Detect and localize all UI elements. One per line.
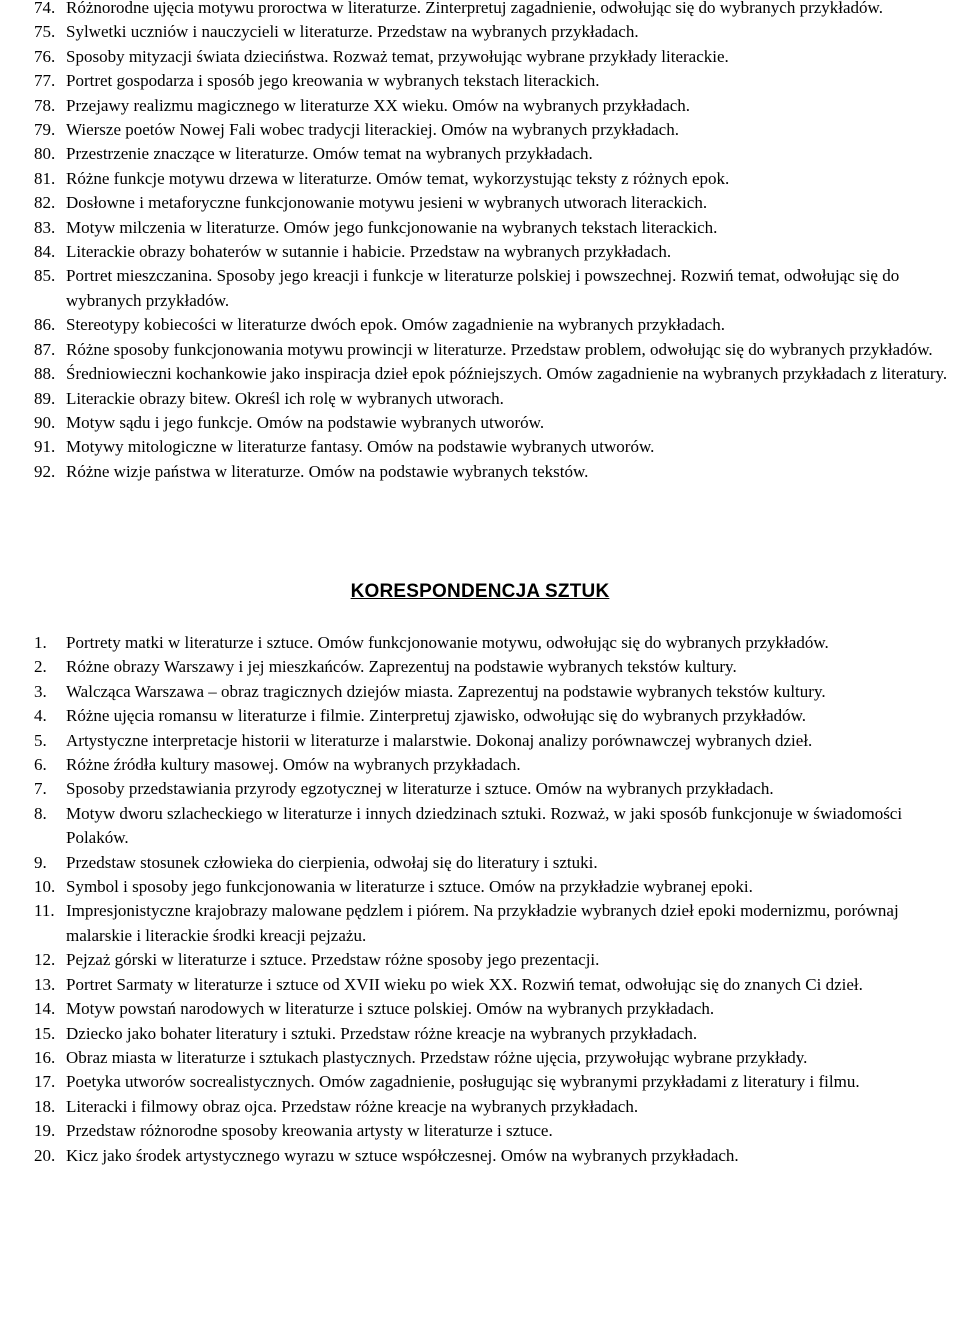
topic-number: 85. [34, 266, 56, 286]
topic-number: 84. [34, 242, 56, 262]
topic-item [34, 118, 948, 142]
topic-number: 13. [34, 974, 56, 994]
topic-text: Różne źródła kultury masowej. Omów na wybranych przykładach. [66, 755, 521, 775]
topic-text: Sylwetki uczniów i nauczycieli w literaturze. Przedstaw na wybranych przykładach. [66, 22, 639, 42]
topic-text: Impresjonistyczne krajobrazy malowane pędzlem i piórem. Na przykładzie wybranych dzieł epoki modernizmu, porównaj malarskie i literackie środki kreacji pejzażu. [66, 901, 899, 945]
topic-text: Motyw milczenia w literaturze. Omów jego funkcjonowanie na wybranych tekstach literackich. [66, 217, 718, 237]
topic-text: Portret mieszczanina. Sposoby jego kreacji i funkcje w literaturze polskiej i powszechnej. Rozwiń temat, odwołując się do wybranych przykładów. [66, 266, 900, 310]
topic-number: 6. [34, 755, 47, 775]
topic-text: Portret Sarmaty w literaturze i sztuce od XVII wieku po wiek XX. Rozwiń temat, odwołując się do znanych Ci dzieł. [66, 974, 863, 994]
topic-text: Portrety matki w literaturze i sztuce. Omów funkcjonowanie motywu, odwołując się do wybranych przykładów. [66, 633, 829, 652]
topic-number: 14. [34, 999, 56, 1019]
topic-text: Sposoby mityzacji świata dzieciństwa. Rozważ temat, przywołując wybrane przykłady literackie. [66, 46, 729, 66]
topic-item [34, 240, 948, 264]
section-heading: KORESPONDENCJA SZTUK [350, 581, 610, 602]
topic-number: 11. [34, 901, 55, 921]
topic-item [34, 0, 948, 20]
topic-number: 75. [34, 22, 56, 42]
topic-text: Literackie obrazy bohaterów w sutannie i habicie. Przedstaw na wybranych przykładach. [66, 242, 672, 262]
korespondencja-topics-list [34, 631, 948, 1168]
topic-text: Portret gospodarza i sposób jego kreowania w wybranych tekstach literackich. [66, 71, 600, 91]
topic-number: 5. [34, 730, 47, 750]
topic-number: 79. [34, 120, 56, 140]
topic-item [34, 1046, 948, 1070]
topic-item [34, 851, 948, 875]
topic-text: Różne ujęcia romansu w literaturze i filmie. Zinterpretuj zjawisko, odwołując się do wybranych przykładów. [66, 706, 807, 726]
topic-item [34, 387, 948, 411]
topic-text: Różne sposoby funkcjonowania motywu prowincji w literaturze. Przedstaw problem, odwołując się do wybranych przykładów. [66, 339, 933, 359]
topic-text: Kicz jako środek artystycznego wyrazu w sztuce współczesnej. Omów na wybranych przykładach. [66, 1145, 739, 1165]
topic-item [34, 1095, 948, 1119]
topic-number: 92. [34, 461, 56, 481]
topic-number: 81. [34, 168, 56, 188]
topic-number: 3. [34, 681, 47, 701]
topic-number: 8. [34, 803, 47, 823]
topic-text: Symbol i sposoby jego funkcjonowania w literaturze i sztuce. Omów na przykładzie wybranej epoki. [66, 877, 753, 897]
topic-text: Różne funkcje motywu drzewa w literaturze. Omów temat, wykorzystując teksty z różnych epok. [66, 168, 730, 188]
topic-number: 17. [34, 1072, 56, 1092]
topic-text: Literacki i filmowy obraz ojca. Przedstaw różne kreacje na wybranych przykładach. [66, 1096, 639, 1116]
topic-item [34, 20, 948, 44]
topic-number: 15. [34, 1023, 56, 1043]
topic-item [34, 411, 948, 435]
topic-number: 83. [34, 217, 56, 237]
topic-item [34, 1119, 948, 1143]
topic-text: Przedstaw stosunek człowieka do cierpienia, odwołaj się do literatury i sztuki. [66, 852, 598, 872]
topic-text: Poetyka utworów socrealistycznych. Omów zagadnienie, posługując się wybranymi przykładami z literatury i filmu. [66, 1072, 860, 1092]
topic-number: 90. [34, 412, 56, 432]
topic-item [34, 435, 948, 459]
topic-item [34, 191, 948, 215]
topic-number: 76. [34, 46, 56, 66]
topic-item [34, 973, 948, 997]
topic-text: Motyw powstań narodowych w literaturze i sztuce polskiej. Omów na wybranych przykładach. [66, 999, 715, 1019]
topic-number: 82. [34, 193, 56, 213]
topic-item [34, 264, 948, 313]
topic-item [34, 777, 948, 801]
topic-text: Średniowieczni kochankowie jako inspiracja dzieł epok późniejszych. Omów zagadnienie na wybranych przykładach z literatury. [66, 364, 948, 384]
topic-text: Motyw sądu i jego funkcje. Omów na podstawie wybranych utworów. [66, 412, 545, 432]
topic-text: Artystyczne interpretacje historii w literaturze i malarstwie. Dokonaj analizy porównawczej wybranych dzieł. [66, 730, 813, 750]
topic-text: Pejzaż górski w literaturze i sztuce. Przedstaw różne sposoby jego prezentacji. [66, 950, 600, 970]
topic-number: 74. [34, 0, 56, 17]
topic-text: Walcząca Warszawa – obraz tragicznych dziejów miasta. Zaprezentuj na podstawie wybranych tekstów kultury. [66, 681, 826, 701]
topic-number: 1. [34, 633, 47, 652]
topic-text: Dziecko jako bohater literatury i sztuki. Przedstaw różne kreacje na wybranych przykładach. [66, 1023, 698, 1043]
topic-text: Różne wizje państwa w literaturze. Omów na podstawie wybranych tekstów. [66, 461, 589, 481]
topic-number: 77. [34, 71, 56, 91]
topic-number: 18. [34, 1096, 56, 1116]
topic-item [34, 753, 948, 777]
topic-text: Sposoby przedstawiania przyrody egzotycznej w literaturze i sztuce. Omów na wybranych przykładach. [66, 779, 774, 799]
topic-item [34, 216, 948, 240]
topic-text: Obraz miasta w literaturze i sztukach plastycznych. Przedstaw różne ujęcia, przywołując wybrane przykłady. [66, 1047, 808, 1067]
topic-item [34, 948, 948, 972]
topic-item [34, 1022, 948, 1046]
topic-item [34, 802, 948, 851]
topic-text: Motyw dworu szlacheckiego w literaturze i innych dziedzinach sztuki. Rozważ, w jaki sposób funkcjonuje w świadomości Polaków. [66, 803, 903, 848]
topic-text: Wiersze poetów Nowej Fali wobec tradycji literackiej. Omów na wybranych przykładach. [66, 120, 679, 140]
topic-text: Różnorodne ujęcia motywu proroctwa w literaturze. Zinterpretuj zagadnienie, odwołując się do wybranych przykładów. [66, 0, 883, 17]
topic-number: 80. [34, 144, 56, 164]
topic-item [34, 362, 948, 386]
topic-number: 87. [34, 339, 56, 359]
topic-item [34, 680, 948, 704]
topic-item [34, 167, 948, 191]
topic-number: 12. [34, 950, 56, 970]
topic-number: 7. [34, 779, 47, 799]
topic-item [34, 460, 948, 484]
topic-item [34, 94, 948, 118]
topic-text: Przedstaw różnorodne sposoby kreowania artysty w literaturze i sztuce. [66, 1121, 553, 1141]
topic-item [34, 704, 948, 728]
topic-item [34, 45, 948, 69]
topic-text: Przestrzenie znaczące w literaturze. Omów temat na wybranych przykładach. [66, 144, 593, 164]
topic-number: 16. [34, 1047, 56, 1067]
topic-number: 4. [34, 706, 47, 726]
topic-number: 88. [34, 364, 56, 384]
topic-text: Stereotypy kobiecości w literaturze dwóch epok. Omów zagadnienie na wybranych przykładach. [66, 315, 725, 335]
topic-text: Literackie obrazy bitew. Określ ich rolę w wybranych utworach. [66, 388, 504, 408]
topic-number: 10. [34, 877, 56, 897]
topic-number: 20. [34, 1145, 56, 1165]
topic-item [34, 142, 948, 166]
topic-item [34, 997, 948, 1021]
topic-number: 19. [34, 1121, 56, 1141]
topic-text: Dosłowne i metaforyczne funkcjonowanie motywu jesieni w wybranych utworach literackich. [66, 193, 708, 213]
topic-item [34, 313, 948, 337]
literature-topics-list [34, 0, 948, 484]
topic-item [34, 1070, 948, 1094]
topic-text: Różne obrazy Warszawy i jej mieszkańców. Zaprezentuj na podstawie wybranych tekstów kultury. [66, 657, 737, 677]
topic-item [34, 655, 948, 679]
topic-item [34, 69, 948, 93]
topic-number: 2. [34, 657, 47, 677]
topic-item [34, 729, 948, 753]
topic-number: 86. [34, 315, 56, 335]
topic-number: 89. [34, 388, 56, 408]
topic-item [34, 631, 948, 655]
topic-item [34, 899, 948, 948]
topic-item [34, 338, 948, 362]
topic-number: 78. [34, 95, 56, 115]
topic-text: Motywy mitologiczne w literaturze fantasy. Omów na podstawie wybranych utworów. [66, 437, 655, 457]
topic-number: 91. [34, 437, 56, 457]
topic-number: 9. [34, 852, 47, 872]
topic-item [34, 875, 948, 899]
topic-item [34, 1144, 948, 1168]
topic-text: Przejawy realizmu magicznego w literaturze XX wieku. Omów na wybranych przykładach. [66, 95, 691, 115]
